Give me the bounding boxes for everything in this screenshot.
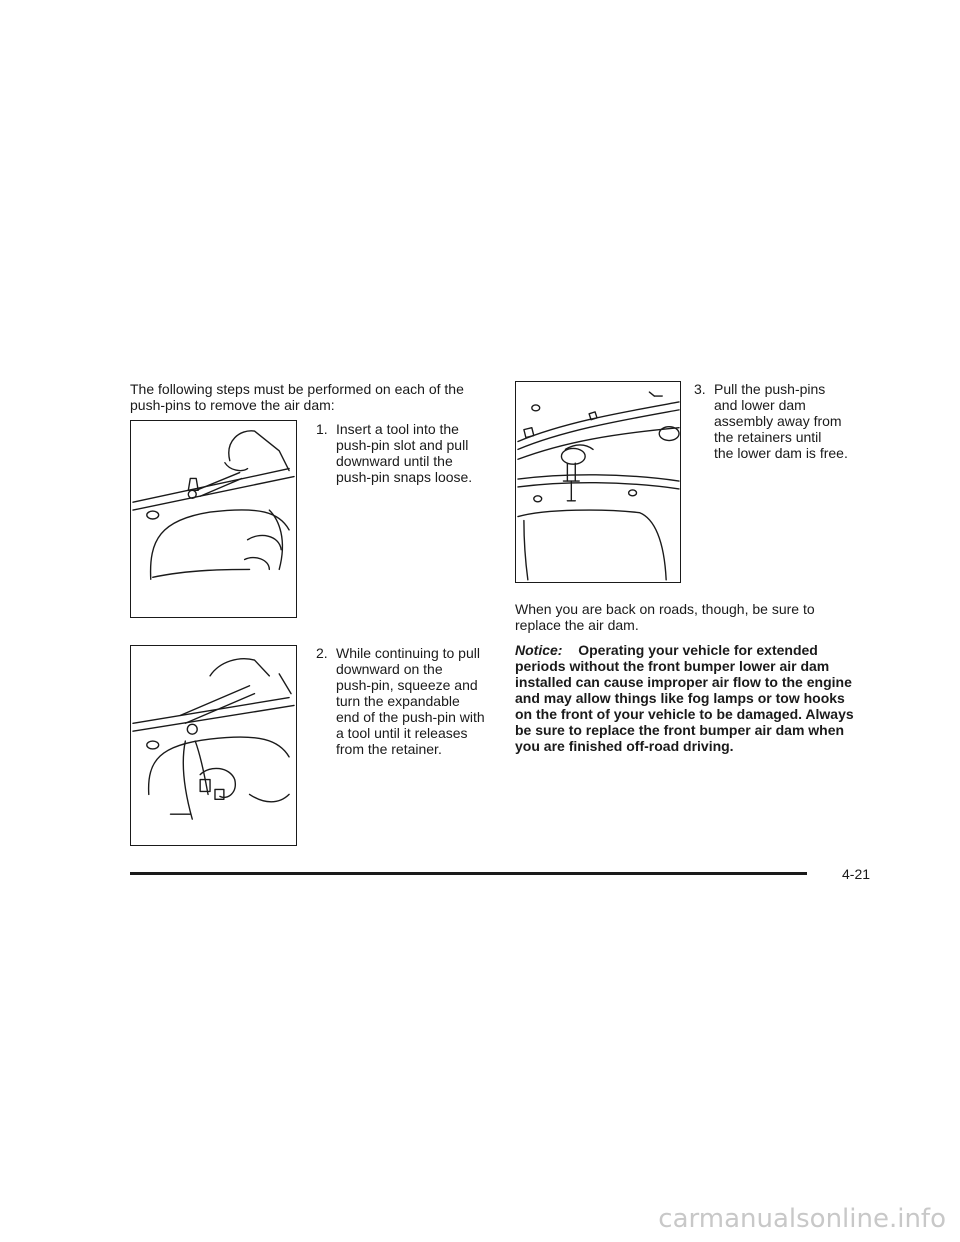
step-2-line-2: downward on the — [336, 661, 443, 677]
notice-line-3: installed can cause improper air flow to the engine — [515, 674, 852, 690]
step-2-line-3: push-pin, squeeze and — [336, 677, 478, 693]
step-1-line-3: downward until the — [336, 453, 453, 469]
step-3-body — [714, 397, 848, 461]
step-1-line-2: push-pin slot and pull — [336, 437, 469, 453]
page-number: 4-21 — [842, 866, 871, 882]
notice-line-4: and may allow things like fog lamps or tow hooks — [515, 690, 845, 706]
notice-line-7: you are finished off-road driving. — [515, 738, 734, 754]
step-2-line-7: from the retainer. — [336, 741, 442, 757]
paragraph-line-2: replace the air dam. — [515, 617, 639, 633]
notice-first-line — [515, 642, 885, 658]
step-1-body — [336, 437, 472, 485]
illustration-pull-push-pins-away — [516, 382, 680, 582]
step-2-line-5: end of the push-pin with — [336, 709, 485, 725]
figure-step-3 — [515, 381, 681, 583]
notice-line-5: on the front of your vehicle to be damaged. Always — [515, 706, 854, 722]
step-3 — [694, 381, 894, 461]
step-1-line-1: Insert a tool into the — [336, 421, 459, 437]
illustration-tool-into-push-pin — [131, 421, 296, 617]
step-3-number: 3. — [694, 381, 706, 397]
step-3-line-3: assembly away from — [714, 413, 842, 429]
step-1-line-4: push-pin snaps loose. — [336, 469, 473, 485]
step-1-number: 1. — [316, 421, 328, 437]
figure-step-2 — [130, 645, 297, 846]
step-2-number: 2. — [316, 645, 328, 661]
step-3-line-5: the lower dam is free. — [714, 445, 848, 461]
step-1 — [316, 421, 516, 491]
paragraph-line-1: When you are back on roads, though, be sure to — [515, 601, 815, 617]
intro-line-2: push-pins to remove the air dam: — [130, 397, 335, 413]
step-3-line-1: Pull the push-pins — [714, 381, 826, 397]
illustration-squeeze-and-turn-push-pin — [131, 646, 296, 845]
step-2 — [316, 645, 516, 765]
notice-block — [515, 642, 885, 754]
step-3-line-4: the retainers until — [714, 429, 822, 445]
step-2-body — [336, 661, 485, 757]
step-2-line-1: While continuing to pull — [336, 645, 480, 661]
notice-line-1: Operating your vehicle for extended — [578, 642, 818, 658]
notice-label: Notice: — [515, 642, 563, 658]
notice-line-6: be sure to replace the front bumper air dam when — [515, 722, 845, 738]
notice-line-2: periods without the front bumper lower air dam — [515, 658, 830, 674]
step-2-line-6: a tool until it releases — [336, 725, 468, 741]
footer-rule — [130, 872, 807, 875]
figure-step-1 — [130, 420, 297, 618]
step-3-line-2: and lower dam — [714, 397, 806, 413]
watermark-text: carmanualsonline.info — [658, 1204, 946, 1234]
step-2-line-4: turn the expandable — [336, 693, 460, 709]
intro-line-1: The following steps must be performed on each of the — [130, 381, 464, 397]
